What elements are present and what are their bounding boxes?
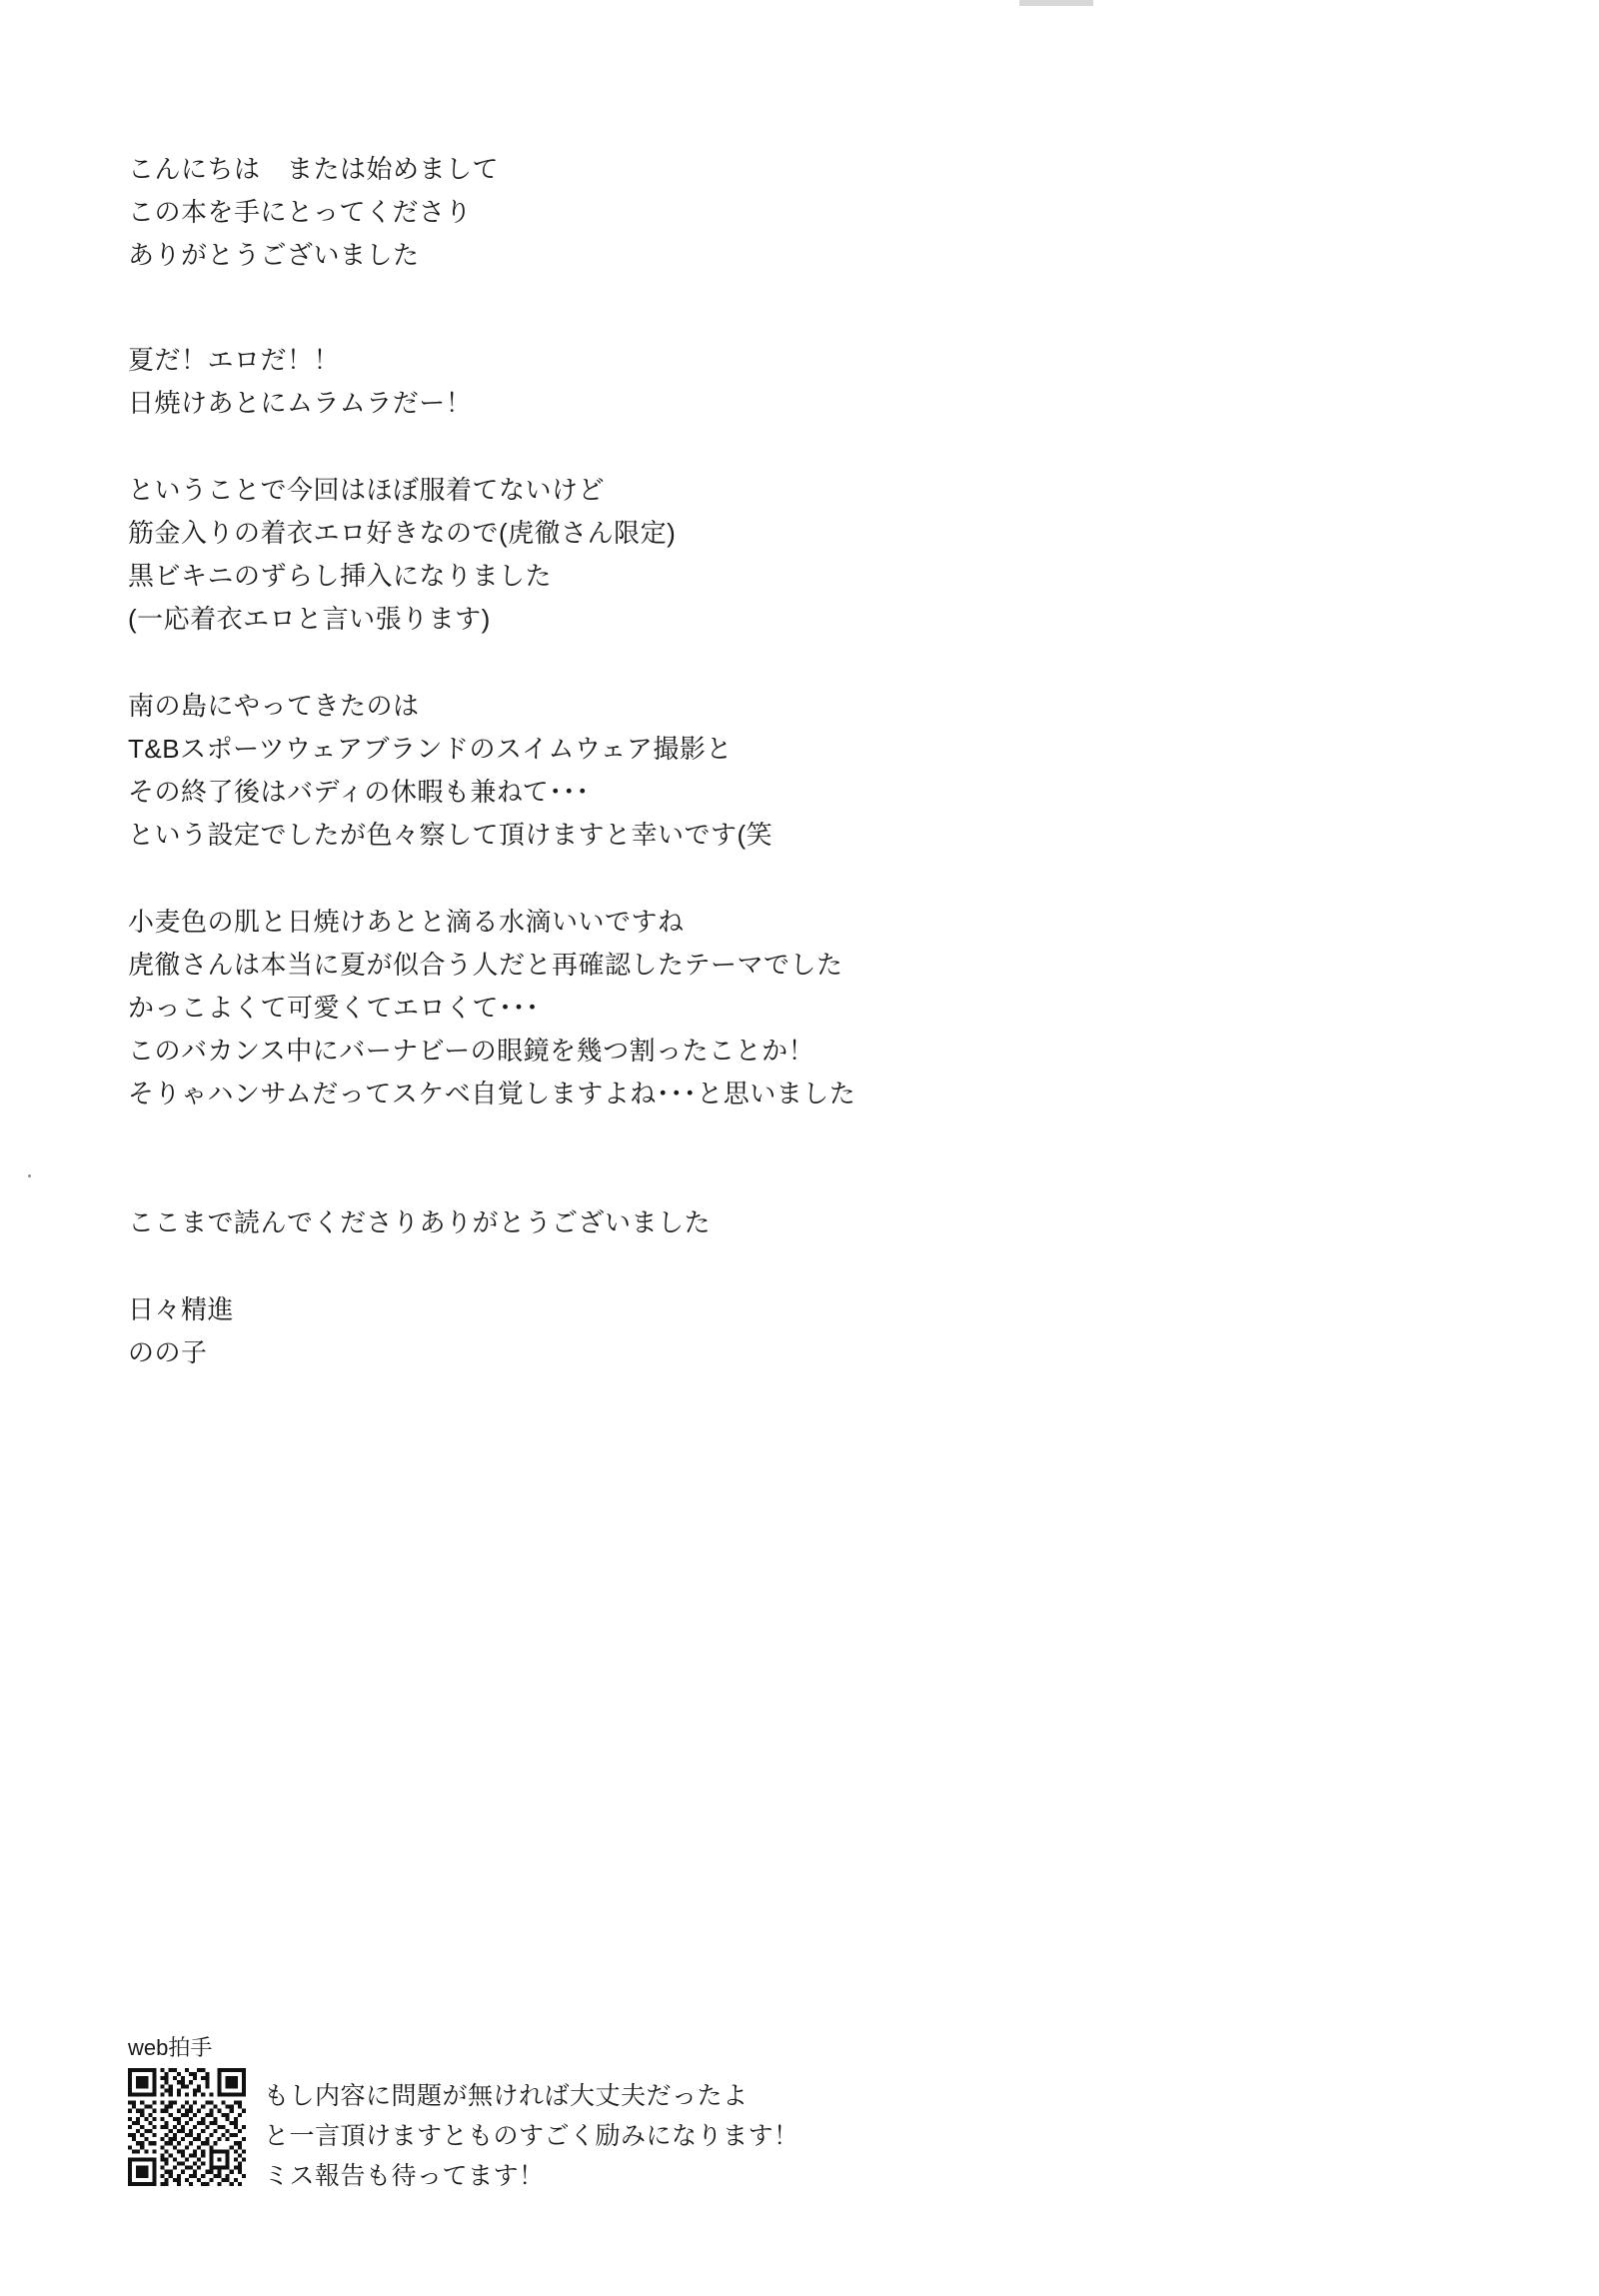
thoughts-line-1: 小麦色の肌と日焼けあとと滴る水滴いいですね xyxy=(128,907,685,937)
signature-line-2: のの子 xyxy=(128,1337,208,1367)
thoughts-line-2: 虎徹さんは本当に夏が似合う人だと再確認したテーマでした xyxy=(128,950,843,980)
setting-line-1: 南の島にやってきたのは xyxy=(128,691,420,721)
greeting-line-3: ありがとうございました xyxy=(128,240,420,270)
clothing-line-2: 筋金入りの着衣エロ好きなので(虎徹さん限定) xyxy=(128,518,677,548)
greeting-line-1: こんにちは または始めまして xyxy=(128,154,500,184)
summer-line-1: 夏だ！エロだ！！ xyxy=(128,345,341,375)
web-clap-line-3: ミス報告も待ってます！ xyxy=(264,2162,545,2190)
spacer xyxy=(128,857,1327,901)
greeting-block xyxy=(128,148,1327,277)
clothing-line-4: (一応着衣エロと言い張ります) xyxy=(128,604,491,634)
thoughts-block xyxy=(128,901,1327,1116)
stray-dot-mark xyxy=(28,1174,31,1177)
summer-line-2: 日焼けあとにムラムラだー！ xyxy=(128,388,473,418)
spacer xyxy=(128,277,1327,339)
setting-line-4: という設定でしたが色々察して頂けますと幸いです(笑 xyxy=(128,820,774,850)
summer-block xyxy=(128,339,1327,425)
greeting-line-2: この本を手にとってくださり xyxy=(128,197,472,227)
spacer xyxy=(128,641,1327,685)
spacer xyxy=(128,1116,1327,1201)
closing-line-1: ここまで読んでくださりありがとうございました xyxy=(128,1207,712,1237)
clothing-block xyxy=(128,469,1327,641)
spacer xyxy=(128,1244,1327,1288)
signature-line-1: 日々精進 xyxy=(128,1294,235,1324)
clothing-line-1: ということで今回はほぼ服着てないけど xyxy=(128,475,606,505)
signature-block xyxy=(128,1288,1327,1374)
spacer xyxy=(128,425,1327,469)
setting-line-2: T&Bスポーツウェアブランドのスイムウェア撮影と xyxy=(128,734,733,764)
thoughts-line-3: かっこよくて可愛くてエロくて･･･ xyxy=(128,993,540,1023)
thoughts-line-4: このバカンス中にバーナビーの眼鏡を幾つ割ったことか！ xyxy=(128,1036,815,1066)
afterword-text-body xyxy=(128,148,1327,1374)
closing-block xyxy=(128,1201,1327,1244)
web-clap-label: web拍手 xyxy=(128,2035,213,2060)
web-clap-footer xyxy=(128,2034,1127,2196)
qr-code-icon[interactable] xyxy=(128,2068,246,2186)
clothing-line-3: 黒ビキニのずらし挿入になりました xyxy=(128,561,553,591)
setting-block xyxy=(128,685,1327,857)
web-clap-line-1: もし内容に問題が無ければ大丈夫だったよ xyxy=(264,2082,749,2110)
web-clap-row xyxy=(128,2068,1127,2196)
setting-line-3: その終了後はバディの休暇も兼ねて･･･ xyxy=(128,777,590,807)
web-clap-message xyxy=(264,2068,800,2196)
thoughts-line-5: そりゃハンサムだってスケベ自覚しますよね･･･と思いました xyxy=(128,1079,856,1109)
top-gray-mark xyxy=(1019,0,1093,6)
web-clap-line-2: と一言頂けますとものすごく励みになります！ xyxy=(264,2122,800,2150)
